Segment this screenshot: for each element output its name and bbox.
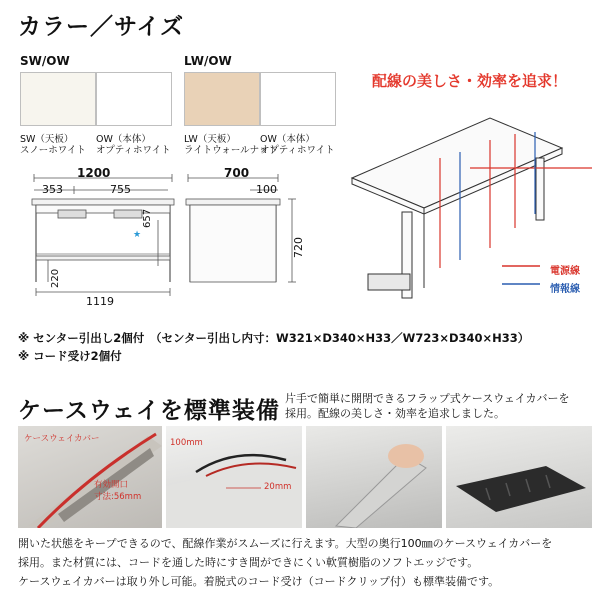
swatch-caption-sw: SW（天板） スノーホワイト	[20, 134, 86, 156]
caseway-body-line1: 開いた状態をキープできるので、配線作業がスムーズに行えます。大型の奥行100㎜のケースウェイカバーを	[18, 537, 553, 550]
dim-depth-700: 700	[224, 166, 250, 180]
swatch-caption-ow-2: OW（本体） オプティホワイト	[260, 134, 335, 156]
dim-height-657: 657	[142, 208, 153, 228]
caseway-title: ケースウェイを標準装備	[18, 398, 280, 424]
legend-data-line: 情報線	[550, 284, 580, 295]
swatch-light-walnut	[184, 72, 260, 126]
note-drawers: ※ センター引出し2個付 （センター引出し内寸：W321×D340×H33／W723×D340×H33）	[18, 331, 530, 345]
note-cord-holder: ※ コード受け2個付	[18, 349, 122, 363]
swatch-caption-ow: OW（本体） オプティホワイト	[96, 134, 171, 156]
caseway-body-line2: 採用。また材質には、コードを通した時にすき間ができにくい軟質樹脂のソフトエッジです。	[18, 556, 479, 569]
svg-text:★: ★	[133, 230, 142, 240]
swatch-group-label-lw-ow: LW/OW	[184, 54, 232, 68]
swatch-optiwhite-2	[260, 72, 336, 126]
dim-center-755: 755	[110, 183, 131, 196]
tag-gap-20mm: 20mm	[264, 482, 292, 492]
caseway-description: 片手で簡単に開閉できるフラップ式ケースウェイカバーを 採用。配線の美しさ・効率を追求しました。	[285, 392, 570, 420]
color-size-title: カラー／サイズ	[18, 14, 185, 40]
swatch-caption-lw: LW（天板） ライトウォールナット	[184, 134, 278, 156]
swatch-optiwhite	[96, 72, 172, 126]
side-view-diagram	[182, 166, 307, 312]
photo-caseway-removable	[306, 426, 442, 528]
photo-caseway-cover	[18, 426, 162, 528]
photo-cord-holder	[446, 426, 592, 528]
photo-caseway-depth	[166, 426, 302, 528]
swatch-snow-white	[20, 72, 96, 126]
swatch-group-label-sw-ow: SW/OW	[20, 54, 70, 68]
dim-offset-100: 100	[256, 183, 277, 196]
wiring-headline: 配線の美しさ・効率を追求！	[372, 72, 568, 90]
dim-left-353: 353	[42, 183, 63, 196]
tag-caseway-cover: ケースウェイカバー	[24, 434, 100, 444]
tag-opening: 有効開口 寸法:56mm	[94, 480, 142, 502]
caseway-body-line3: ケースウェイカバーは取り外し可能。着脱式のコード受け（コードクリップ付）も標準装備です。	[18, 575, 500, 588]
legend-power-line: 電源線	[550, 266, 580, 277]
dim-bottom-220: 220	[50, 268, 61, 288]
dim-inner-1119: 1119	[86, 295, 114, 308]
dim-height-720: 720	[292, 237, 305, 258]
tag-depth-100mm: 100mm	[170, 438, 203, 448]
dim-width-1200: 1200	[77, 166, 111, 180]
